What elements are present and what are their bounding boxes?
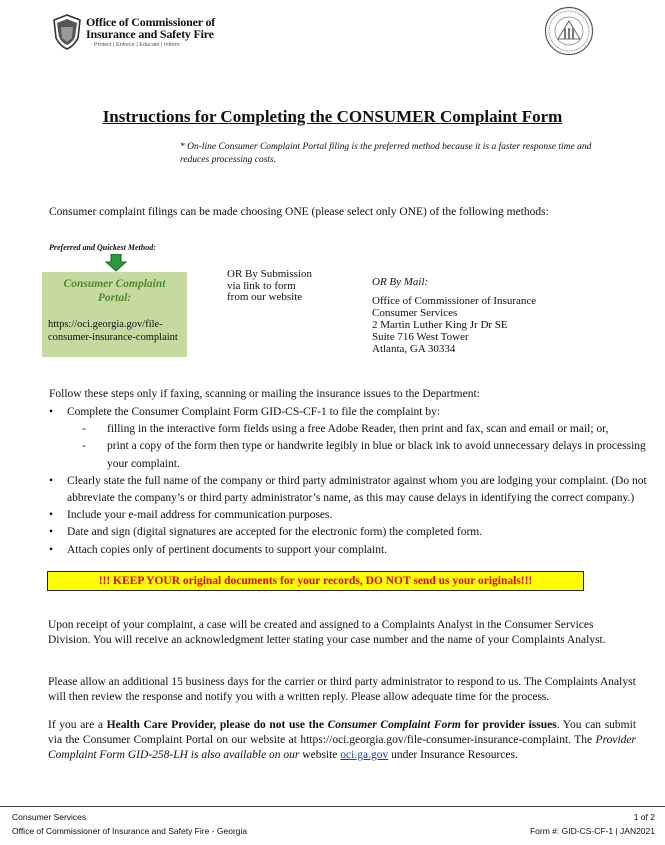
preferred-method-note: * On-line Consumer Complaint Portal filing is the preferred method because it is a faster response time and reduces processing costs. bbox=[180, 142, 592, 165]
footer-form-number: Form #: GID-CS-CF-1 | JAN2021 bbox=[529, 826, 655, 836]
step-3-text: Include your e-mail address for communication purposes. bbox=[67, 509, 333, 522]
logo-tagline: Protect | Enforce | Educate | Inform bbox=[94, 42, 180, 48]
provider-form-name: Consumer Complaint Form bbox=[327, 719, 461, 731]
provider-form-note: Provider Complaint Form GID-258-LH is also available on our bbox=[48, 734, 636, 761]
mail-address-line: Consumer Services bbox=[372, 307, 458, 319]
provider-text-5: for provider issues bbox=[460, 719, 557, 731]
website-method-line3: from our website bbox=[227, 291, 303, 303]
mail-address-line: Atlanta, GA 30334 bbox=[372, 343, 456, 355]
portal-url-link[interactable]: https://oci.georgia.gov/file-consumer-insurance-complaint bbox=[48, 319, 178, 343]
portal-method-box bbox=[42, 272, 187, 357]
arrow-down-icon bbox=[105, 254, 127, 272]
georgia-shield-icon bbox=[52, 14, 82, 50]
website-method-line2: via link to form bbox=[227, 279, 296, 292]
list-item bbox=[49, 473, 649, 507]
website-method bbox=[227, 269, 337, 304]
portal-title-line2: Portal: bbox=[97, 292, 132, 304]
step-1-sub-1: filling in the interactive form fields using a free Adobe Reader, then print and fax, scan and email or mail; or, bbox=[107, 423, 609, 436]
georgia-state-seal-icon bbox=[544, 6, 594, 56]
step-4-text: Date and sign (digital signatures are accepted for the electronic form) the completed form. bbox=[67, 526, 483, 539]
footer-org: Office of Commissioner of Insurance and Safety Fire - Georgia bbox=[12, 826, 248, 836]
website-method-line1: OR By Submission bbox=[227, 268, 312, 280]
mail-heading: OR By Mail: bbox=[372, 276, 429, 288]
provider-paragraph bbox=[48, 718, 636, 763]
step-1-text: Complete the Consumer Complaint Form GID-CS-CF-1 to file the complaint by: bbox=[67, 406, 441, 418]
portal-title bbox=[42, 277, 187, 305]
provider-text-2: Health Care Provider bbox=[106, 719, 214, 731]
logo-org-line1: Office of Commissioner of bbox=[86, 15, 216, 29]
steps-intro: Follow these steps only if faxing, scanning or mailing the insurance issues to the Department: bbox=[49, 388, 480, 400]
page-title bbox=[0, 107, 665, 127]
step-5-text: Attach copies only of pertinent documents to support your complaint. bbox=[67, 543, 388, 556]
provider-text-6: . You can submit via the Consumer Complaint Portal on our website at https://oci.georgia.gov/file-consumer-insurance-complaint. The bbox=[48, 719, 637, 746]
provider-text-1: If you are a bbox=[48, 719, 107, 731]
provider-text-9: under Insurance Resources. bbox=[388, 749, 518, 761]
receipt-paragraph: Upon receipt of your complaint, a case will be created and assigned to a Complaints Analyst in the Consumer Services Division. You will receive an acknowledgment letter stating your case number and the name of your Complaints Analyst. bbox=[48, 619, 606, 646]
mail-address-line: Office of Commissioner of Insurance bbox=[372, 295, 537, 307]
mail-address-line: 2 Martin Luther King Jr Dr SE bbox=[372, 319, 508, 331]
allow-paragraph: Please allow an additional 15 business days for the carrier or third party administrator to respond to us. The Complaints Analyst will then review the response and notify you with a written reply. Please allow adequate time for the process. bbox=[48, 676, 636, 703]
page-title-text: Instructions for Completing the CONSUMER Complaint Form bbox=[102, 107, 563, 126]
provider-text-3: , please do not use the bbox=[213, 719, 328, 731]
sub-list-item: - print a copy of the form then type or handwrite legibly in blue or black ink to avoid unnecessary delays in processing your complaint. bbox=[82, 440, 646, 470]
step-1-sub-2: print a copy of the form then type or handwrite legibly in blue or black ink to avoid unnecessary delays in processing your complaint. bbox=[107, 440, 646, 470]
oci-website-link[interactable]: oci.ga.gov bbox=[340, 749, 389, 761]
sub-list-item: - filling in the interactive form fields using a free Adobe Reader, then print and fax, scan and email or mail; or, bbox=[82, 423, 609, 436]
footer-divider bbox=[0, 806, 665, 807]
list-item bbox=[49, 524, 649, 541]
keep-originals-warning: !!! KEEP YOUR original documents for your records, DO NOT send us your originals!!! bbox=[47, 571, 584, 591]
preferred-label: Preferred and Quickest Method: bbox=[49, 243, 156, 252]
provider-text-8: website bbox=[299, 749, 341, 761]
footer-dept: Consumer Services bbox=[12, 812, 87, 822]
step-2-text: Clearly state the full name of the company or third party administrator against whom you are lodging your complaint. (Do not abbreviate the company’s or third party administrator’s name, as this may cause delays in identifying the correct company.) bbox=[67, 474, 647, 505]
steps-list bbox=[49, 404, 649, 559]
logo-org-line2: Insurance and Safety Fire bbox=[86, 27, 214, 41]
list-item bbox=[49, 404, 649, 421]
list-item bbox=[49, 507, 649, 524]
mail-method bbox=[372, 276, 572, 355]
intro-text: Consumer complaint filings can be made choosing ONE (please select only ONE) of the following methods: bbox=[49, 206, 549, 218]
footer-page-number: 1 of 2 bbox=[633, 812, 655, 822]
oci-logo bbox=[52, 14, 216, 54]
portal-title-line1: Consumer Complaint bbox=[63, 278, 166, 290]
mail-address-line: Suite 716 West Tower bbox=[372, 331, 469, 343]
list-item bbox=[49, 542, 649, 559]
